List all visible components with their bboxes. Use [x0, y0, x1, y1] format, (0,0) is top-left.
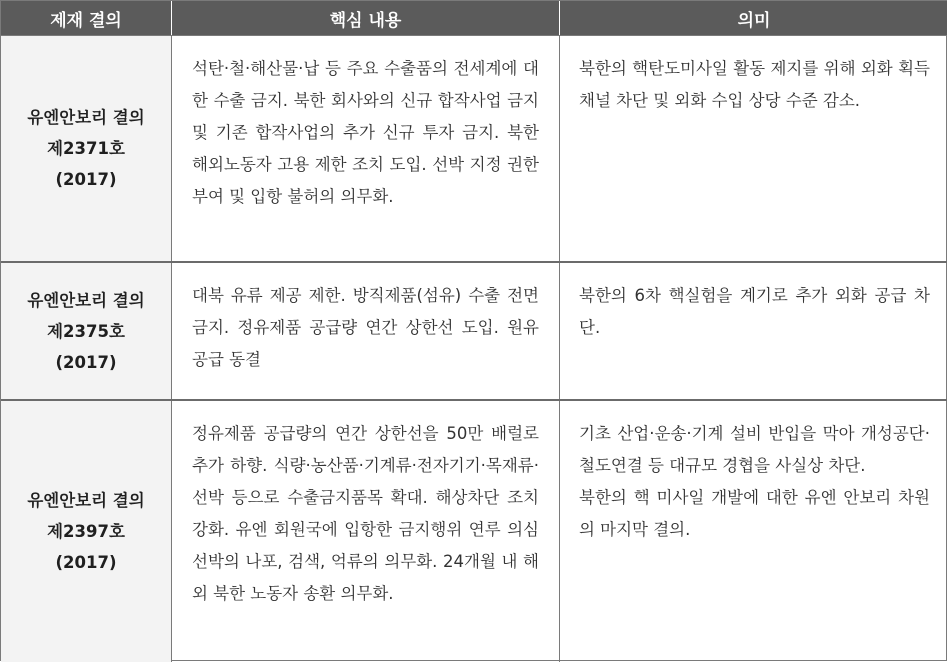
content-cell — [172, 401, 560, 662]
content-text: 대북 유류 제공 제한. 방직제품(섬유) 수출 전면 금지. 정유제품 공급량 연간 상한선 도입. 원유 공급 동결 — [192, 286, 539, 369]
content-cell — [172, 36, 560, 261]
resolution-cell — [1, 401, 172, 662]
meaning-cell — [560, 263, 947, 399]
header-resolution: 제재 결의 — [1, 1, 172, 35]
resolution-number: 제2397호 — [47, 522, 125, 541]
resolution-title: 유엔안보리 결의 — [27, 108, 145, 127]
content-text: 정유제품 공급량의 연간 상한선을 50만 배럴로 추가 하향. 식량·농산품·기계류·전자기기·목재류·선박 등으로 수출금지품목 확대. 해상차단 조치 강화. 유엔 회원국에 입항한 금지행위 연루 의심 선박의 나포, 검색, 억류의 의무화. 24개월 내 해외 북한 노동자 송환 의무화. — [192, 424, 539, 603]
table-row — [1, 35, 947, 261]
meaning-cell — [560, 401, 947, 662]
resolution-year: (2017) — [55, 352, 117, 372]
resolution-number: 제2371호 — [47, 139, 125, 158]
meaning-text: 기초 산업·운송·기계 설비 반입을 막아 개성공단·철도연결 등 대규모 경협을 사실상 차단. 북한의 핵 미사일 개발에 대한 유엔 안보리 차원의 마지막 결의. — [579, 424, 930, 539]
meaning-text: 북한의 핵탄도미사일 활동 제지를 위해 외화 획득 채널 차단 및 외화 수입 상당 수준 감소. — [579, 59, 930, 110]
header-key-content: 핵심 내용 — [172, 1, 560, 35]
resolution-number: 제2375호 — [47, 321, 125, 341]
resolution-year: (2017) — [55, 553, 117, 572]
table-row — [1, 399, 947, 662]
resolution-cell — [1, 263, 172, 399]
meaning-text: 북한의 6차 핵실험을 계기로 추가 외화 공급 차단. — [579, 286, 930, 337]
resolution-title: 유엔안보리 결의 — [27, 491, 145, 510]
table-row — [1, 261, 947, 399]
resolution-cell — [1, 36, 172, 261]
content-cell — [172, 263, 560, 399]
resolution-year: (2017) — [55, 170, 117, 189]
content-text: 석탄·철·해산물·납 등 주요 수출품의 전세계에 대한 수출 금지. 북한 회사와의 신규 합작사업 금지 및 기존 합작사업의 추가 신규 투자 금지. 북한 해외노동자 고용 제한 조치 도입. 선박 지정 권한 부여 및 입항 불허의 의무화. — [192, 59, 539, 206]
resolution-title: 유엔안보리 결의 — [27, 290, 145, 310]
meaning-cell — [560, 36, 947, 261]
header-meaning: 의미 — [560, 1, 947, 35]
